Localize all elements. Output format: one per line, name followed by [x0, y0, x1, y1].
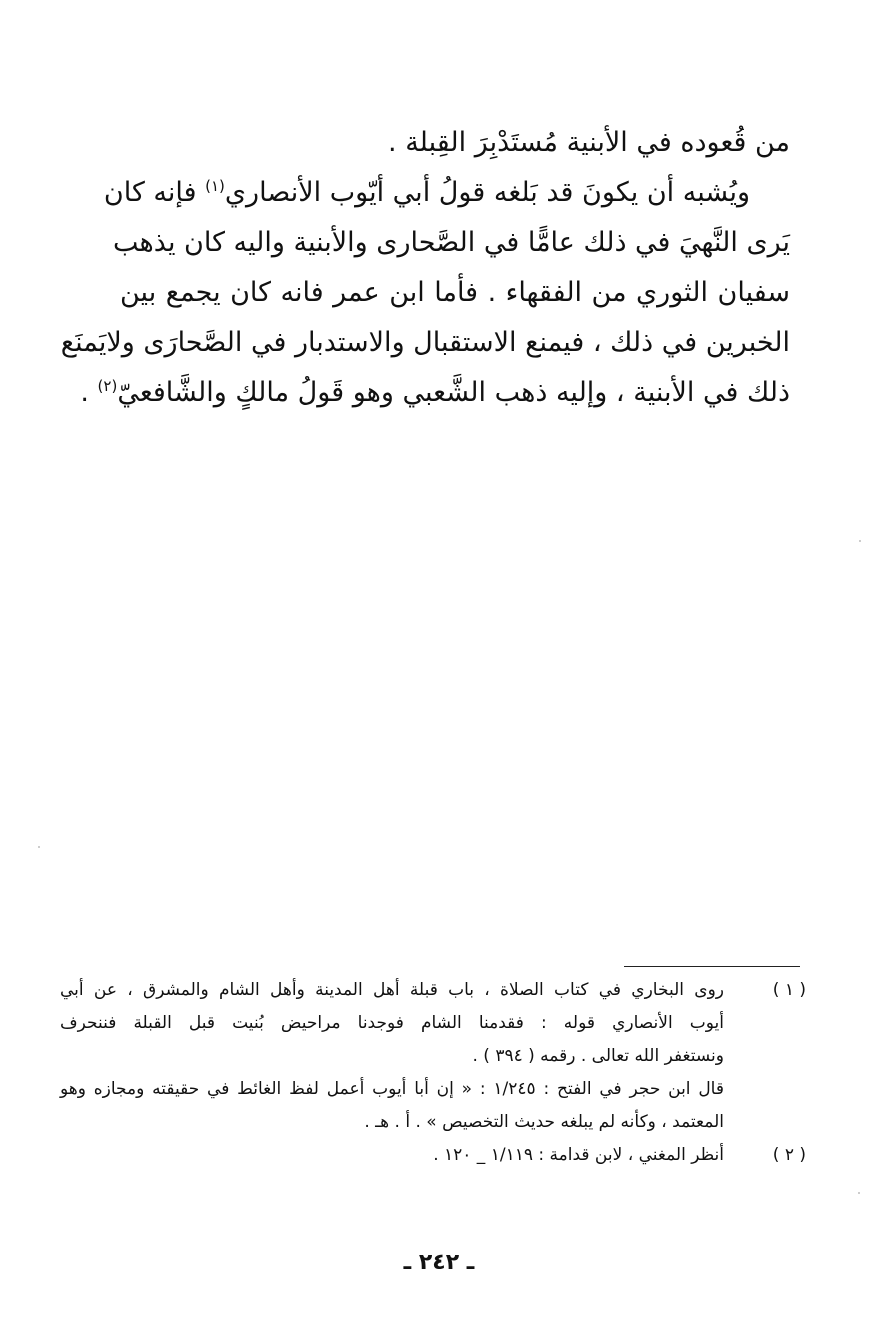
scan-speck	[859, 540, 861, 542]
text-line-4: سفيان الثوري من الفقهاء . فأما ابن عمر فانه كان يجمع بين	[120, 277, 790, 308]
text-line-1: من قُعوده في الأبنية مُستَدْبِرَ القِبلة .	[388, 127, 790, 158]
footnote-2-line-1: أنظر المغني ، لابن قدامة : ١/١١٩ _ ١٢٠ .	[433, 1145, 724, 1165]
footnotes	[60, 974, 806, 1172]
text-line-2-head: ويُشبه أن يكونَ قد بَلغه قولُ أبي أيّوب الأنصاري	[224, 177, 750, 208]
text-line-5: الخبرين في ذلك ، فيمنع الاستقبال والاستدبار في الصَّحارَى ولايَمنَع	[60, 327, 790, 358]
text-line-6-tail: .	[80, 377, 89, 408]
footnote-1-line-1: روى البخاري في كتاب الصلاة ، باب قبلة أهل المدينة وأهل الشام والمشرق ، عن أبي	[60, 980, 724, 1000]
footnote-1-line-3: ونستغفر الله تعالى . رقمه ( ٣٩٤ ) .	[472, 1046, 724, 1066]
scan-speck	[858, 1192, 860, 1194]
footnote-1-line-2: أيوب الأنصاري قوله : فقدمنا الشام فوجدنا مراحيض بُنيت قبل القبلة فننحرف	[60, 1013, 724, 1033]
scan-speck	[38, 846, 40, 848]
footnote-2	[60, 1139, 806, 1172]
text-line-3: يَرى النَّهيَ في ذلك عامًّا في الصَّحارى والأبنية واليه كان يذهب	[113, 227, 790, 258]
text-line-6	[80, 368, 790, 418]
footnote-number-1: ( ١ )	[772, 980, 806, 1000]
text-line-2	[103, 168, 790, 218]
footnote-1-line-4: قال ابن حجر في الفتح : ١/٢٤٥ : « إن أبا أيوب أعمل لفظ الغائط في حقيقته ومجازه وهو	[60, 1079, 724, 1099]
text-line-2-tail: فإنه كان	[103, 177, 197, 208]
main-text	[60, 118, 790, 418]
footnote-ref-2[interactable]: (٢)	[97, 377, 118, 395]
footnote-1-line-5: المعتمد ، وكأنه لم يبلغه حديث التخصيص » . أ . هـ .	[364, 1112, 724, 1132]
footnote-separator	[624, 966, 800, 967]
footnote-1	[60, 974, 806, 1139]
text-line-6-head: ذلك في الأبنية ، وإليه ذهب الشَّعبي وهو قَولُ مالكٍ والشَّافعيّ	[117, 377, 790, 408]
footnote-number-2: ( ٢ )	[772, 1145, 806, 1165]
footnote-ref-1[interactable]: (١)	[205, 177, 225, 195]
page-number: ـ ٢٤٢ ـ	[403, 1250, 475, 1275]
